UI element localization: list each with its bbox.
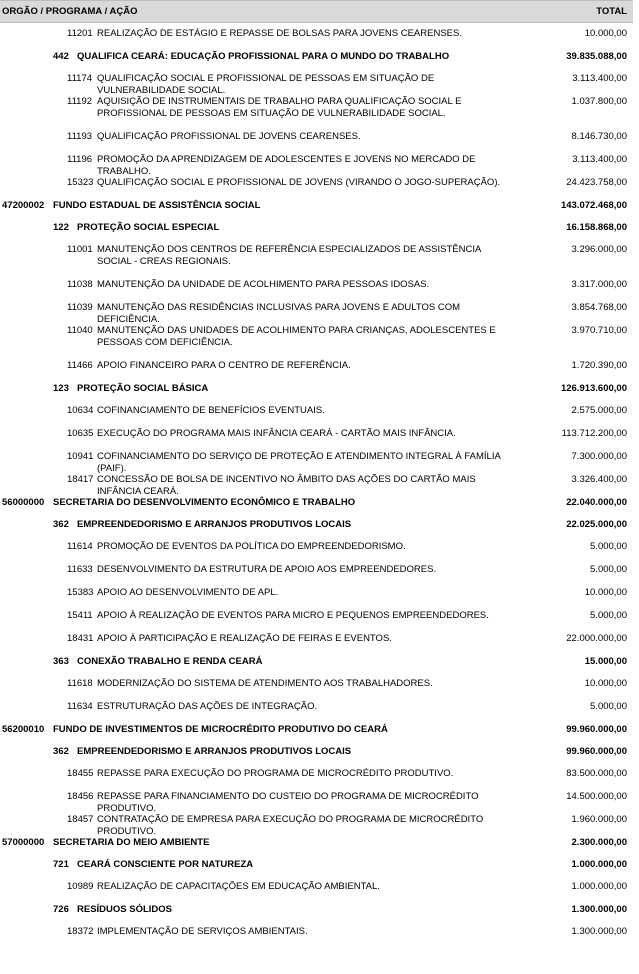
row-description: APOIO À REALIZAÇÃO DE EVENTOS PARA MICRO E PEQUENOS EMPREENDEDORES. — [97, 610, 489, 621]
row-code: 11634 — [67, 701, 93, 712]
action-row — [0, 763, 633, 786]
action-row — [0, 536, 633, 559]
row-total: 83.500.000,00 — [566, 768, 627, 779]
row-total: 5.000,00 — [590, 564, 627, 575]
row-total: 1.000.000,00 — [571, 859, 627, 870]
row-description: MANUTENÇÃO DA UNIDADE DE ACOLHIMENTO PARA PESSOAS IDOSAS. — [97, 279, 430, 290]
action-row — [0, 149, 633, 177]
header-total-label: TOTAL — [596, 6, 627, 17]
action-row — [0, 172, 633, 195]
row-code: 11618 — [67, 678, 93, 689]
action-row — [0, 786, 633, 814]
row-code: 11466 — [67, 360, 93, 371]
action-row — [0, 696, 633, 719]
row-total: 3.113.400,00 — [572, 73, 627, 84]
row-description: MANUTENÇÃO DOS CENTROS DE REFERÊNCIA ESPECIALIZADOS DE ASSISTÊNCIA SOCIAL - CREAS REGIONAIS. — [97, 244, 481, 267]
row-description: RESÍDUOS SÓLIDOS — [77, 904, 173, 915]
row-total: 126.913.600,00 — [560, 383, 627, 394]
row-total: 1.000.000,00 — [571, 881, 627, 892]
row-code: 56000000 — [2, 497, 45, 508]
row-code: 15383 — [67, 587, 94, 598]
budget-table-body — [0, 23, 639, 944]
action-row — [0, 582, 633, 605]
action-row — [0, 628, 633, 651]
action-row — [0, 23, 633, 46]
program-row — [0, 651, 633, 673]
action-row — [0, 68, 633, 96]
row-total: 22.000.000,00 — [566, 633, 627, 644]
row-description: PROTEÇÃO SOCIAL BÁSICA — [77, 383, 209, 394]
row-description: APOIO AO DESENVOLVIMENTO DE APL. — [97, 587, 279, 598]
row-total: 10.000,00 — [584, 587, 627, 598]
row-description: EMPREENDEDORISMO E ARRANJOS PRODUTIVOS LOCAIS — [77, 746, 352, 757]
row-code: 18457 — [67, 814, 94, 825]
action-row — [0, 423, 633, 446]
row-description: CONEXÃO TRABALHO E RENDA CEARÁ — [77, 656, 263, 667]
row-total: 3.296.000,00 — [571, 244, 627, 255]
row-code: 10635 — [67, 428, 94, 439]
row-total: 5.000,00 — [590, 701, 627, 712]
row-code: 11039 — [67, 302, 93, 313]
organ-row — [0, 492, 633, 514]
row-description: QUALIFICA CEARÁ: EDUCAÇÃO PROFISSIONAL PARA O MUNDO DO TRABALHO — [77, 51, 450, 62]
row-code: 18456 — [67, 791, 94, 802]
row-code: 11192 — [67, 96, 93, 107]
program-row — [0, 514, 633, 536]
row-total: 2.575.000,00 — [571, 405, 627, 416]
row-total: 1.300.000,00 — [571, 904, 627, 915]
row-total: 8.146.730,00 — [571, 131, 627, 142]
row-total: 99.960.000,00 — [566, 746, 627, 757]
row-code: 47200002 — [2, 200, 45, 211]
row-description: REALIZAÇÃO DE ESTÁGIO E REPASSE DE BOLSAS PARA JOVENS CEARENSES. — [97, 28, 462, 39]
row-total: 14.500.000,00 — [566, 791, 627, 802]
row-total: 3.854.768,00 — [571, 302, 627, 313]
row-total: 1.300.000,00 — [571, 926, 627, 937]
row-total: 15.000,00 — [584, 656, 627, 667]
row-code: 11001 — [67, 244, 93, 255]
row-description: PROTEÇÃO SOCIAL ESPECIAL — [77, 222, 220, 233]
action-row — [0, 605, 633, 628]
row-total: 22.040.000,00 — [566, 497, 627, 508]
row-description: IMPLEMENTAÇÃO DE SERVIÇOS AMBIENTAIS. — [97, 926, 308, 937]
row-total: 24.423.758,00 — [566, 177, 627, 188]
organ-row — [0, 832, 633, 854]
row-total: 10.000,00 — [584, 678, 627, 689]
row-total: 22.025.000,00 — [566, 519, 627, 530]
row-total: 1.037.800,00 — [571, 96, 627, 107]
row-code: 11038 — [67, 279, 93, 290]
row-code: 11201 — [67, 28, 93, 39]
organ-row — [0, 719, 633, 741]
row-total: 3.970.710,00 — [571, 325, 627, 336]
row-description: PROMOÇÃO DA APRENDIZAGEM DE ADOLESCENTES E JOVENS NO MERCADO DE TRABALHO. — [97, 154, 476, 177]
row-description: MODERNIZAÇÃO DO SISTEMA DE ATENDIMENTO AOS TRABALHADORES. — [97, 678, 433, 689]
action-row — [0, 126, 633, 149]
action-row — [0, 239, 633, 274]
action-row — [0, 469, 633, 497]
action-row — [0, 320, 633, 355]
row-total: 16.158.868,00 — [566, 222, 627, 233]
row-code: 15411 — [67, 610, 93, 621]
row-code: 10634 — [67, 405, 94, 416]
program-row — [0, 217, 633, 239]
row-description: MANUTENÇÃO DAS RESIDÊNCIAS INCLUSIVAS PARA JOVENS E ADULTOS COM DEFICIÊNCIA. — [97, 302, 461, 325]
row-total: 3.326.400,00 — [571, 474, 627, 485]
row-code: 362 — [53, 746, 69, 757]
row-description: APOIO FINANCEIRO PARA O CENTRO DE REFERÊNCIA. — [97, 360, 351, 371]
row-total: 2.300.000,00 — [571, 837, 627, 848]
row-description: COFINANCIAMENTO DO SERVIÇO DE PROTEÇÃO E ATENDIMENTO INTEGRAL À FAMÍLIA (PAIF). — [97, 451, 501, 474]
row-code: 362 — [53, 519, 69, 530]
row-code: 57000000 — [2, 837, 45, 848]
row-description: FUNDO DE INVESTIMENTOS DE MICROCRÉDITO PRODUTIVO DO CEARÁ — [53, 724, 388, 735]
row-total: 10.000,00 — [584, 28, 627, 39]
row-code: 15323 — [67, 177, 94, 188]
action-row — [0, 297, 633, 325]
row-code: 56200010 — [2, 724, 45, 735]
action-row — [0, 446, 633, 474]
row-total: 3.317.000,00 — [571, 279, 627, 290]
action-row — [0, 274, 633, 297]
program-row — [0, 854, 633, 876]
row-code: 721 — [53, 859, 69, 870]
row-description: QUALIFICAÇÃO PROFISSIONAL DE JOVENS CEARENSES. — [97, 131, 361, 142]
row-description: SECRETARIA DO DESENVOLVIMENTO ECONÔMICO E TRABALHO — [53, 497, 356, 508]
row-code: 11174 — [67, 73, 93, 84]
row-code: 442 — [53, 51, 69, 62]
action-row — [0, 876, 633, 899]
row-description: MANUTENÇÃO DAS UNIDADES DE ACOLHIMENTO PARA CRIANÇAS, ADOLESCENTES E PESSOAS COM DEFICIÊNCIA. — [97, 325, 496, 348]
row-description: COFINANCIAMENTO DE BENEFÍCIOS EVENTUAIS. — [97, 405, 325, 416]
row-code: 18455 — [67, 768, 94, 779]
row-total: 7.300.000,00 — [571, 451, 627, 462]
row-description: APOIO À PARTICIPAÇÃO E REALIZAÇÃO DE FEIRAS E EVENTOS. — [97, 633, 392, 644]
row-description: PROMOÇÃO DE EVENTOS DA POLÍTICA DO EMPREENDEDORISMO. — [97, 541, 406, 552]
row-description: ESTRUTURAÇÃO DAS AÇÕES DE INTEGRAÇÃO. — [97, 701, 318, 712]
row-total: 143.072.468,00 — [560, 200, 627, 211]
program-row — [0, 899, 633, 921]
program-row — [0, 46, 633, 68]
row-code: 11040 — [67, 325, 93, 336]
row-code: 123 — [53, 383, 69, 394]
action-row — [0, 559, 633, 582]
row-code: 18431 — [67, 633, 94, 644]
row-code: 122 — [53, 222, 69, 233]
table-header — [0, 0, 633, 23]
row-code: 10941 — [67, 451, 94, 462]
row-description: EMPREENDEDORISMO E ARRANJOS PRODUTIVOS LOCAIS — [77, 519, 352, 530]
row-description: CONTRATAÇÃO DE EMPRESA PARA EXECUÇÃO DO PROGRAMA DE MICROCRÉDITO PRODUTIVO. — [97, 814, 484, 837]
row-description: REPASSE PARA FINANCIAMENTO DO CUSTEIO DO PROGRAMA DE MICROCRÉDITO PRODUTIVO. — [97, 791, 479, 814]
row-total: 99.960.000,00 — [566, 724, 627, 735]
row-description: EXECUÇÃO DO PROGRAMA MAIS INFÂNCIA CEARÁ - CARTÃO MAIS INFÂNCIA. — [97, 428, 456, 439]
row-total: 39.835.088,00 — [566, 51, 627, 62]
row-description: REALIZAÇÃO DE CAPACITAÇÕES EM EDUCAÇÃO AMBIENTAL. — [97, 881, 380, 892]
row-code: 726 — [53, 904, 69, 915]
row-description: CEARÁ CONSCIENTE POR NATUREZA — [77, 859, 254, 870]
action-row — [0, 673, 633, 696]
row-code: 10989 — [67, 881, 94, 892]
row-description: REPASSE PARA EXECUÇÃO DO PROGRAMA DE MICROCRÉDITO PRODUTIVO. — [97, 768, 454, 779]
program-row — [0, 378, 633, 400]
row-total: 1.960.000,00 — [571, 814, 627, 825]
action-row — [0, 809, 633, 837]
program-row — [0, 741, 633, 763]
action-row — [0, 400, 633, 423]
row-code: 363 — [53, 656, 69, 667]
row-code: 11614 — [67, 541, 93, 552]
row-total: 3.113.400,00 — [572, 154, 627, 165]
row-code: 11196 — [67, 154, 93, 165]
row-description: QUALIFICAÇÃO SOCIAL E PROFISSIONAL DE PESSOAS EM SITUAÇÃO DE VULNERABILIDADE SOCIAL. — [97, 73, 435, 96]
organ-row — [0, 195, 633, 217]
row-code: 11193 — [67, 131, 93, 142]
header-column-label: ORGÃO / PROGRAMA / AÇÃO — [2, 6, 138, 17]
row-description: DESENVOLVIMENTO DA ESTRUTURA DE APOIO AOS EMPREENDEDORES. — [97, 564, 437, 575]
row-description: SECRETARIA DO MEIO AMBIENTE — [53, 837, 210, 848]
row-code: 18372 — [67, 926, 94, 937]
row-total: 5.000,00 — [590, 541, 627, 552]
row-description: QUALIFICAÇÃO SOCIAL E PROFISSIONAL DE JOVENS (VIRANDO O JOGO-SUPERAÇÃO). — [97, 177, 501, 188]
action-row — [0, 91, 633, 126]
action-row — [0, 355, 633, 378]
row-description: CONCESSÃO DE BOLSA DE INCENTIVO NO ÂMBITO DAS AÇÕES DO CARTÃO MAIS INFÂNCIA CEARÁ. — [97, 474, 476, 497]
action-row — [0, 921, 633, 944]
row-total: 1.720.390,00 — [571, 360, 627, 371]
row-description: FUNDO ESTADUAL DE ASSISTÊNCIA SOCIAL — [53, 200, 261, 211]
row-total: 5.000,00 — [590, 610, 627, 621]
row-code: 18417 — [67, 474, 94, 485]
row-total: 113.712.200,00 — [561, 428, 627, 439]
row-code: 11633 — [67, 564, 93, 575]
row-description: AQUISIÇÃO DE INSTRUMENTAIS DE TRABALHO PARA QUALIFICAÇÃO SOCIAL E PROFISSIONAL DE PESSOAS EM SITUAÇÃO DE VULNERABILIDADE SOCIAL. — [97, 96, 462, 119]
